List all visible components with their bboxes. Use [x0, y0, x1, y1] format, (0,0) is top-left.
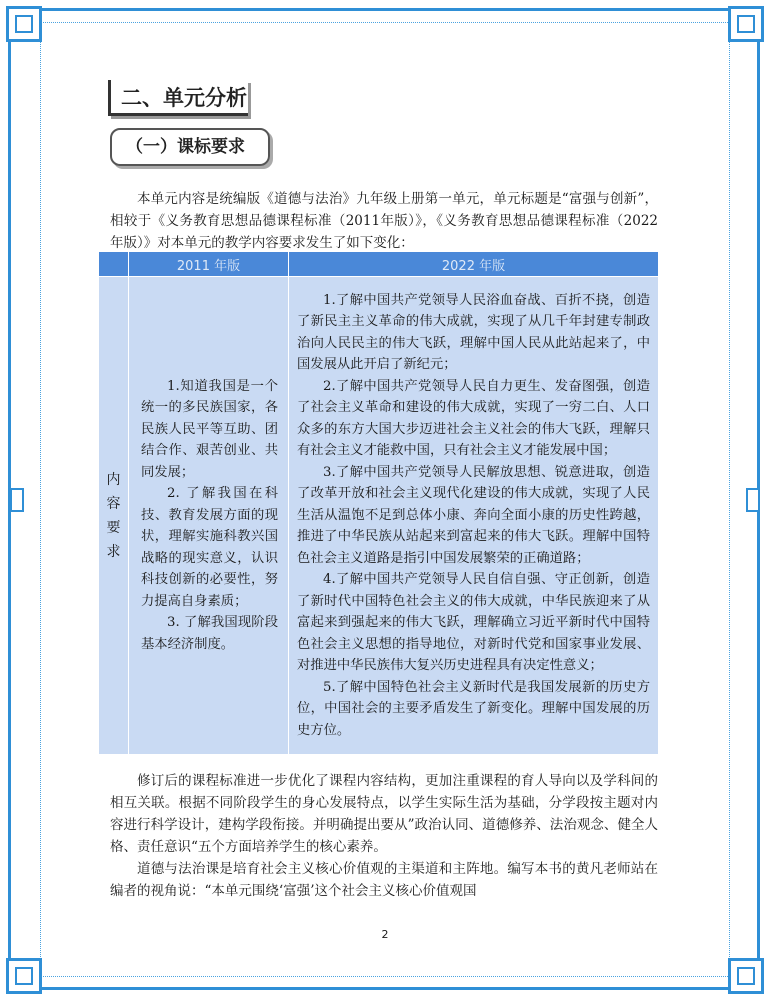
- cell-2022: [289, 277, 659, 755]
- corner-ornament: [6, 958, 42, 994]
- list-item: 3. 了解我国现阶段基本经济制度。: [141, 615, 278, 652]
- list-item: 2.了解中国共产党领导人民自力更生、发奋图强，创造了社会主义革命和建设的伟大成就，实现了一穷二白、人口众多的东方大国大步迈进社会主义社会的伟大飞跃，理解只有社会主义才能救中国，只有社会主义才能发展中国；: [297, 378, 650, 459]
- row-label: 内容要求: [99, 277, 129, 755]
- list-item: 5.了解中国特色社会主义新时代是我国发展新的历史方位，中国社会的主要矛盾发生了新变化。理解中国发展的历史方位。: [297, 679, 650, 738]
- page-number: 2: [381, 928, 389, 941]
- cell-2011: [129, 277, 289, 755]
- corner-ornament: [728, 958, 764, 994]
- corner-ornament: [728, 6, 764, 42]
- corner-ornament: [6, 6, 42, 42]
- list-item: 2. 了解我国在科技、教育发展方面的现状，理解实施科教兴国战略的现实意义，认识科技创新的必要性，努力提高自身素质；: [141, 486, 278, 609]
- list-item: 1.了解中国共产党领导人民浴血奋战、百折不挠，创造了新民主主义革命的伟大成就，实现了从几千年封建专制政治向人民民主的伟大飞跃，理解中国人民从此站起来了，中国发展从此开启了新纪元；: [297, 292, 650, 373]
- subsection-heading: （一）课标要求: [110, 128, 270, 166]
- list-item: 1.知道我国是一个统一的多民族国家，各民族人民平等互助、团结合作、艰苦创业、共同发展；: [141, 378, 278, 480]
- side-ornament: [746, 488, 760, 512]
- intro-paragraph: 本单元内容是统编版《道德与法治》九年级上册第一单元，单元标题是“富强与创新”，相较于《义务教育思想品德课程标准（2011年版）》，《义务教育思想品德课程标准（2022 年版）》对本单元的教学内容要求发生了如下变化：: [110, 191, 658, 251]
- list-item: 3.了解中国共产党领导人民解放思想、锐意进取，创造了改革开放和社会主义现代化建设的伟大成就，实现了人民生活从温饱不足到总体小康、奔向全面小康的历史性跨越，推进了中华民族从站起来到富起来的伟大飞跃。理解中国特色社会主义道路是指引中国发展繁荣的正确道路；: [297, 464, 650, 566]
- curriculum-comparison-table: [98, 251, 659, 755]
- side-ornament: [10, 488, 24, 512]
- table-corner-cell: [99, 252, 129, 277]
- list-item: 4.了解中国共产党领导人民自信自强、守正创新，创造了新时代中国特色社会主义的伟大成就，中华民族迎来了从富起来到强起来的伟大飞跃，理解确立习近平新时代中国特色社会主义思想的指导地位，对新时代党和国家事业发展、对推进中华民族伟大复兴历史进程具有决定性意义；: [297, 572, 650, 674]
- body-paragraph: 修订后的课程标准进一步优化了课程内容结构，更加注重课程的育人导向以及学科间的相互关联。根据不同阶段学生的身心发展特点，以学生实际生活为基础，分学段按主题对内容进行科学设计，建构学段衔接。并明确提出要从”政治认同、道德修养、法治观念、健全人格、责任意识“五个方面培养学生的核心素养。: [110, 773, 658, 855]
- body-paragraph: 道德与法治课是培育社会主义核心价值观的主渠道和主阵地。编写本书的黄凡老师站在编者的视角说：“本单元围绕‘富强’这个社会主义核心价值观国: [110, 861, 658, 899]
- column-header-2022: 2022 年版: [289, 252, 659, 277]
- column-header-2011: 2011 年版: [129, 252, 289, 277]
- section-heading: 二、单元分析: [108, 80, 248, 116]
